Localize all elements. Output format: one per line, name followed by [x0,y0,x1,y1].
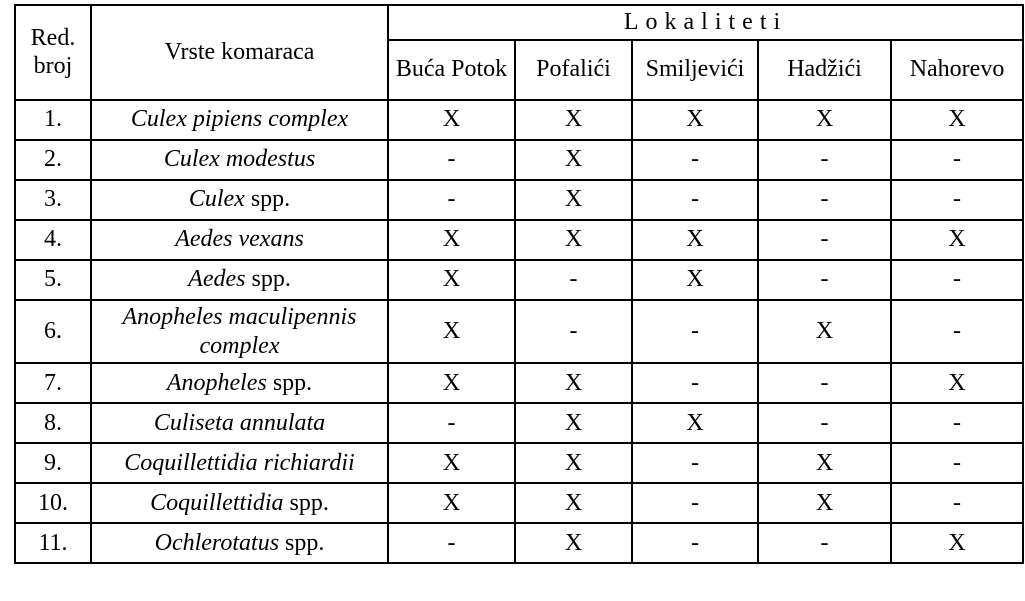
header-locality-smiljevici: Smiljevići [632,40,758,100]
species-name-italic: Culiseta annulata [153,409,326,436]
species-name-roman: spp. [251,266,291,293]
species-name-italic: Culex [188,186,245,213]
header-row-localities [15,5,1023,40]
species-name-roman: spp. [289,489,329,516]
row-number: 5. [15,260,91,300]
presence-mark: X [388,100,515,140]
presence-mark: X [515,483,632,523]
species-name-cell [91,220,388,260]
header-locality-hadzici: Hadžići [758,40,891,100]
absence-mark: - [632,363,758,403]
row-number: 9. [15,443,91,483]
absence-mark: - [515,260,632,300]
row-number: 4. [15,220,91,260]
presence-mark: X [515,443,632,483]
table-body [15,100,1023,564]
species-name-roman: spp. [272,369,313,396]
table-row [15,483,1023,523]
presence-mark: X [632,220,758,260]
header-species: Vrste komaraca [91,5,388,100]
presence-mark: X [388,363,515,403]
species-localities-table [14,4,1024,564]
species-name-italic: Aedes [188,266,246,293]
species-name-cell [91,363,388,403]
row-number: 1. [15,100,91,140]
presence-mark: X [632,403,758,443]
species-name-italic: Culex pipiens complex [130,106,349,133]
absence-mark: - [632,483,758,523]
table-row [15,300,1023,364]
absence-mark: - [388,523,515,563]
presence-mark: X [388,483,515,523]
species-name-roman: spp. [285,529,325,556]
presence-mark: X [515,140,632,180]
absence-mark: - [891,180,1023,220]
presence-mark: X [891,363,1023,403]
species-name-italic: Anopheles [166,369,267,396]
absence-mark: - [891,300,1023,364]
table-row [15,260,1023,300]
presence-mark: X [891,100,1023,140]
presence-mark: X [388,220,515,260]
absence-mark: - [632,180,758,220]
absence-mark: - [632,140,758,180]
header-locality-nahorevo: Nahorevo [891,40,1023,100]
species-name-italic: Coquillettidia [150,489,284,516]
species-name-cell [91,403,388,443]
header-row-number: Red. broj [15,5,91,100]
row-number: 10. [15,483,91,523]
presence-mark: X [758,100,891,140]
presence-mark: X [758,443,891,483]
absence-mark: - [891,260,1023,300]
table-row [15,140,1023,180]
absence-mark: - [891,483,1023,523]
presence-mark: X [891,523,1023,563]
presence-mark: X [515,180,632,220]
presence-mark: X [632,100,758,140]
presence-mark: X [758,300,891,364]
row-number: 8. [15,403,91,443]
species-name-italic: Aedes vexans [175,226,304,253]
row-number: 7. [15,363,91,403]
table-row [15,403,1023,443]
absence-mark: - [758,523,891,563]
species-name-italic: Culex modestus [163,146,316,173]
presence-mark: X [891,220,1023,260]
species-name-cell [91,523,388,563]
absence-mark: - [891,443,1023,483]
species-name-cell [91,483,388,523]
row-number: 3. [15,180,91,220]
presence-mark: X [758,483,891,523]
absence-mark: - [758,403,891,443]
absence-mark: - [388,180,515,220]
table-row [15,523,1023,563]
absence-mark: - [891,140,1023,180]
absence-mark: - [632,443,758,483]
absence-mark: - [632,300,758,364]
species-name-cell [91,300,388,364]
species-name-italic: Coquillettidia richiardii [124,449,355,476]
absence-mark: - [891,403,1023,443]
table-row [15,100,1023,140]
presence-mark: X [515,403,632,443]
row-number: 2. [15,140,91,180]
absence-mark: - [758,220,891,260]
absence-mark: - [758,180,891,220]
header-localities-group: Lokaliteti [388,5,1023,40]
absence-mark: - [632,523,758,563]
presence-mark: X [632,260,758,300]
presence-mark: X [388,443,515,483]
species-name-italic: Anopheles maculipennis complex [122,303,357,359]
presence-mark: X [515,523,632,563]
species-name-cell [91,180,388,220]
species-name-cell [91,140,388,180]
presence-mark: X [515,100,632,140]
header-locality-pofalici: Pofalići [515,40,632,100]
row-number: 6. [15,300,91,364]
absence-mark: - [758,260,891,300]
species-name-roman: spp. [250,186,291,213]
row-number: 11. [15,523,91,563]
table-row [15,180,1023,220]
presence-mark: X [388,300,515,364]
table-row [15,443,1023,483]
absence-mark: - [758,140,891,180]
absence-mark: - [388,140,515,180]
presence-mark: X [515,363,632,403]
table-row [15,220,1023,260]
presence-mark: X [388,260,515,300]
header-locality-buca-potok: Buća Potok [388,40,515,100]
absence-mark: - [758,363,891,403]
presence-mark: X [515,220,632,260]
species-name-cell [91,443,388,483]
absence-mark: - [515,300,632,364]
species-name-cell [91,100,388,140]
species-name-italic: Ochlerotatus [154,529,280,556]
absence-mark: - [388,403,515,443]
table-row [15,363,1023,403]
species-name-cell [91,260,388,300]
